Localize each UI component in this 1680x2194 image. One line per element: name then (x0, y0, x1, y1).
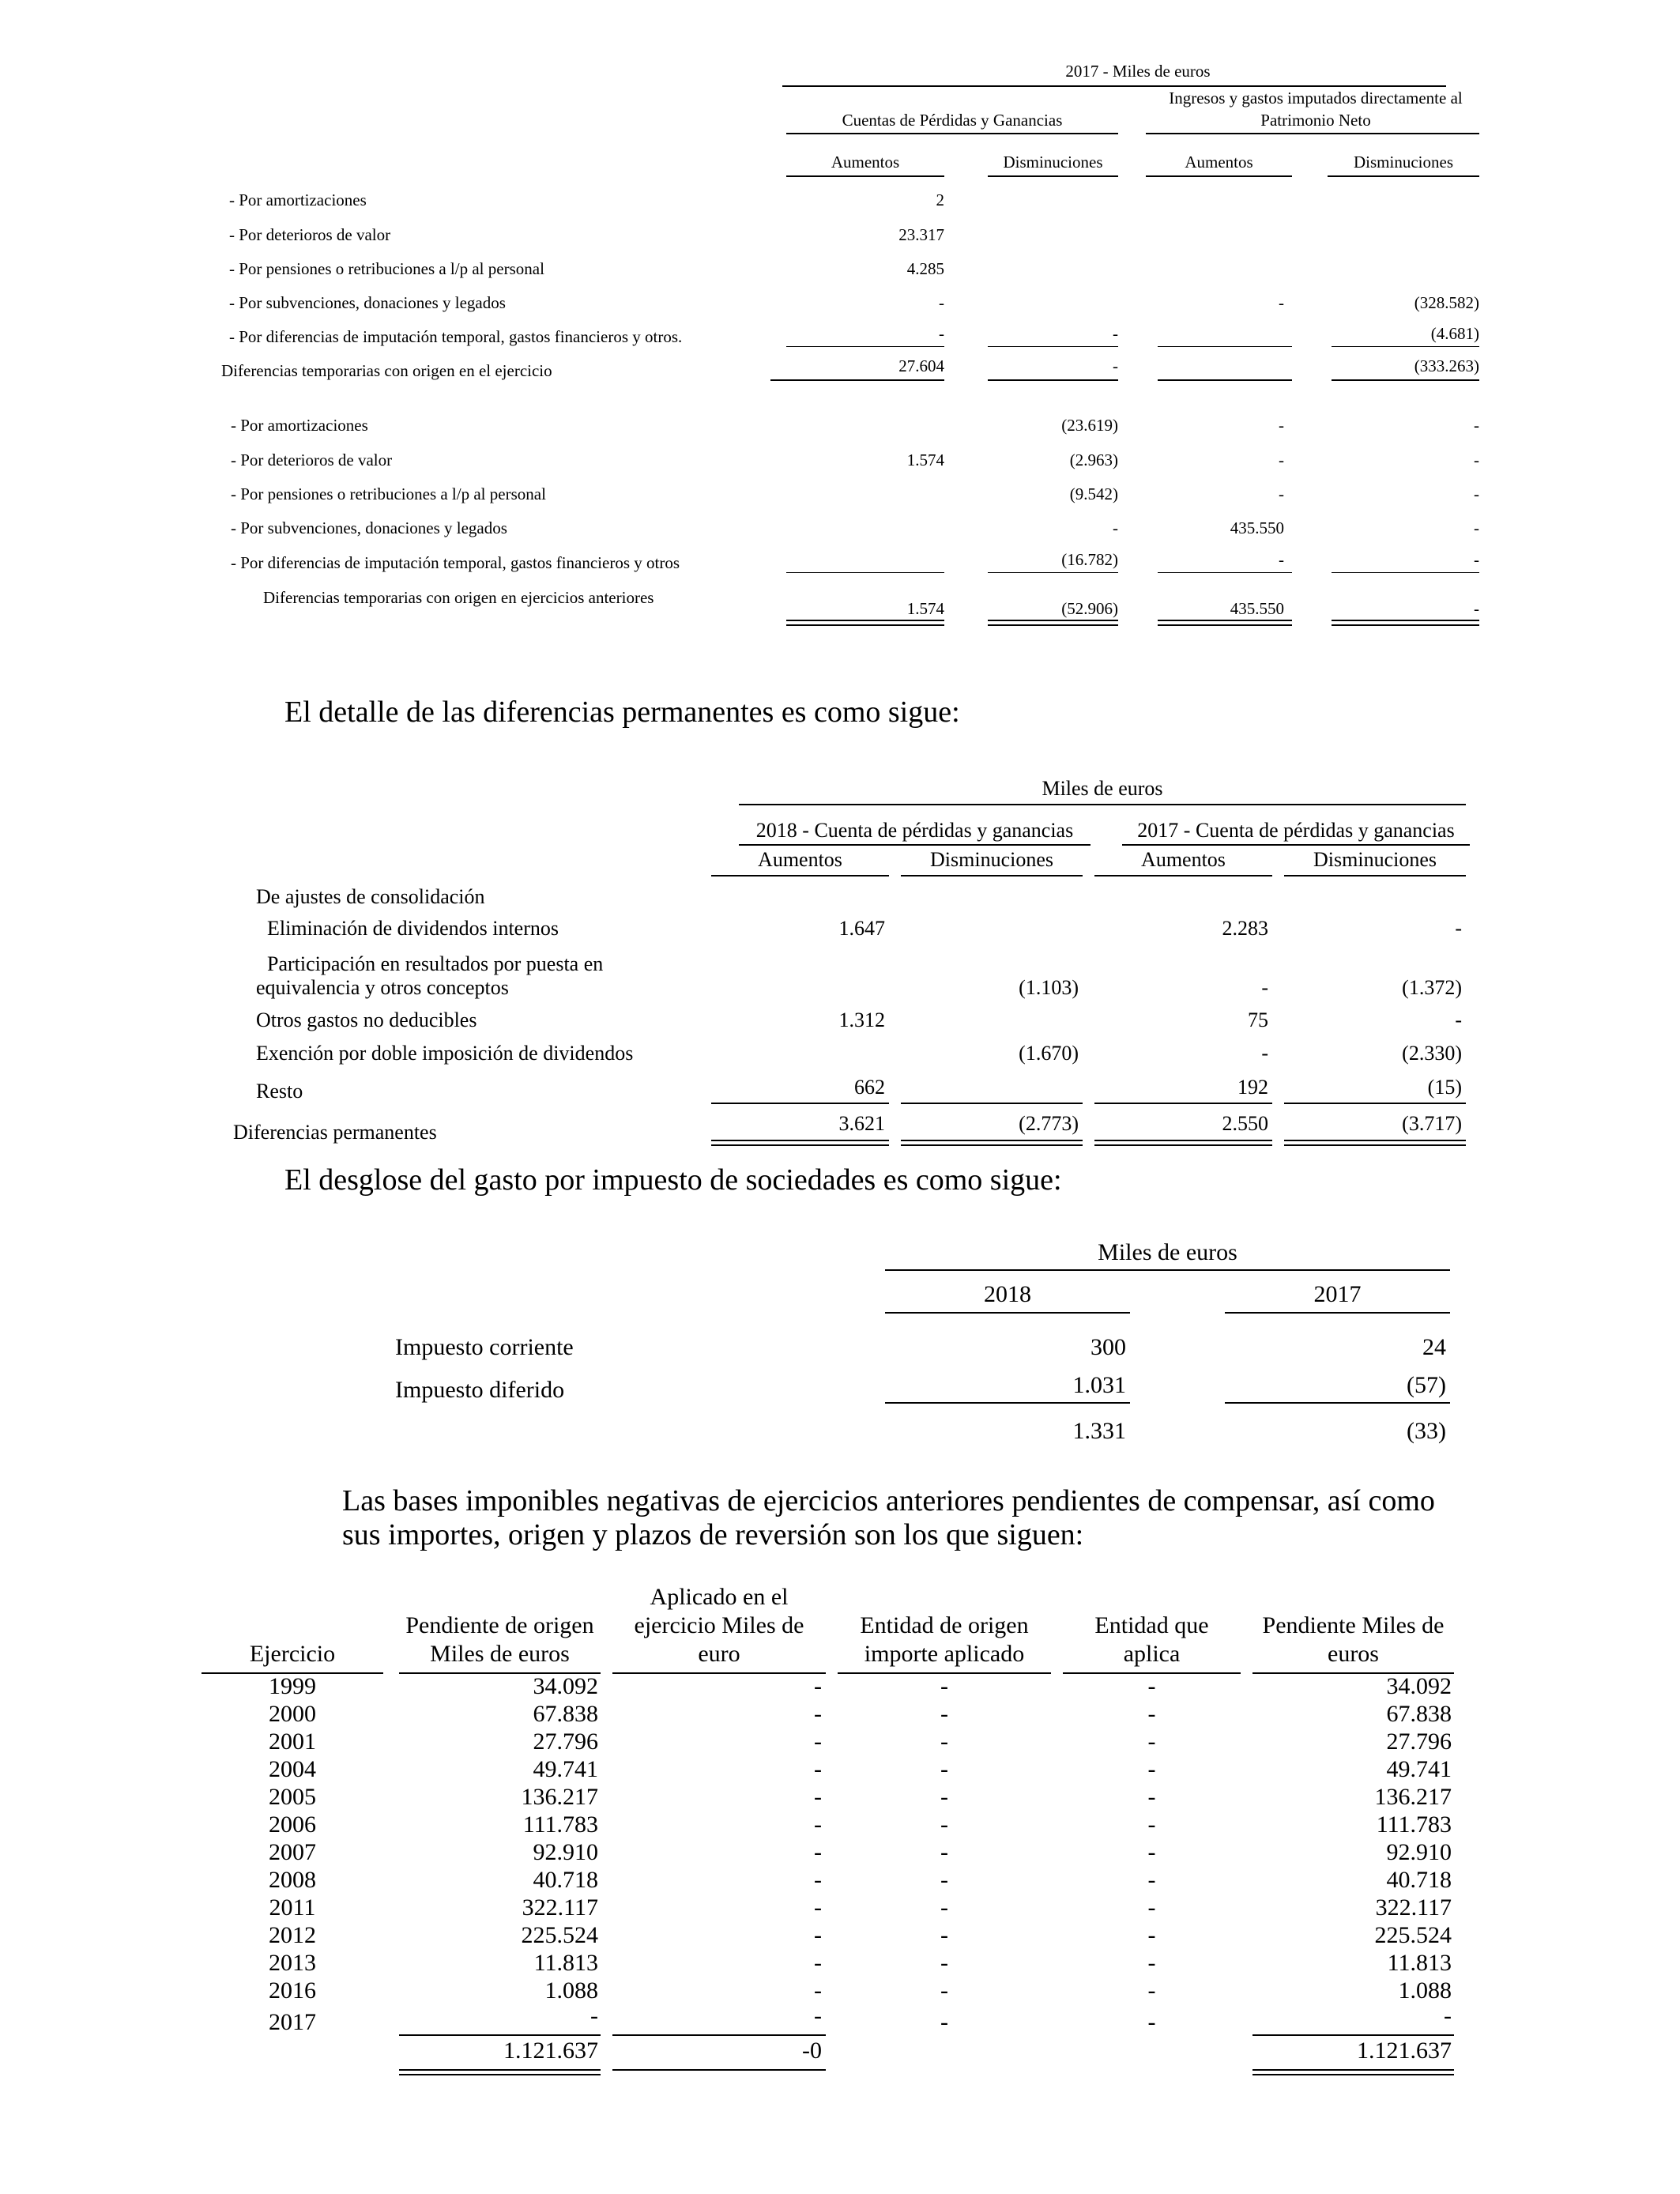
t2-row-label: Resto (256, 1080, 303, 1103)
t4-header-pendiente-origen: Pendiente de origen (405, 1612, 594, 1638)
t1-cell: - (1474, 450, 1479, 469)
t4-cell: - (814, 1839, 822, 1865)
t1-cell: - (1474, 484, 1479, 503)
t4-cell-year: 2007 (269, 1839, 316, 1865)
t4-cell: 34.092 (1386, 1673, 1452, 1699)
t1-row-label: - Por diferencias de imputación temporal, gastos financieros y otros. (229, 327, 683, 346)
t4-cell: - (940, 1922, 948, 1948)
t1-total-label: Diferencias temporarias con origen en ejercicios anteriores (263, 588, 654, 607)
t2-cell: - (1261, 976, 1268, 999)
t4-cell: - (814, 1922, 822, 1948)
t4-cell: - (1147, 1867, 1156, 1893)
t1-total-cell: - (1474, 599, 1479, 618)
t1-total-cell: 1.574 (906, 599, 944, 618)
t4-cell-year: 2005 (269, 1784, 316, 1810)
t1-cell: (4.681) (1430, 324, 1479, 343)
t2-cell: 192 (1237, 1076, 1268, 1099)
t4-cell: - (1147, 1839, 1156, 1865)
t2-cell: 1.647 (838, 917, 885, 940)
t1-cell: - (939, 293, 944, 312)
t2-col-header: Aumentos (1141, 848, 1226, 871)
t1-row-label: - Por deterioros de valor (229, 225, 391, 244)
t4-cell: 67.838 (533, 1701, 598, 1727)
t4-cell-year: 2011 (269, 1894, 316, 1921)
t4-cell-year: 2017 (269, 2009, 316, 2035)
t4-cell: 27.796 (1386, 1728, 1452, 1755)
t4-cell: - (940, 1867, 948, 1893)
t4-cell: 34.092 (533, 1673, 598, 1699)
t4-cell: - (940, 1728, 948, 1755)
t3-col-header: 2017 (1313, 1281, 1362, 1307)
t4-cell: - (1147, 1950, 1156, 1976)
paragraph-tax-losses-line2: sus importes, origen y plazos de reversión son los que siguen: (342, 1518, 1084, 1551)
t4-cell: - (1147, 2009, 1156, 2035)
t4-header-pendiente: euros (1328, 1641, 1379, 1667)
paragraph-permanent-differences: El detalle de las diferencias permanentes es como sigue: (284, 696, 960, 729)
t1-cell: - (1279, 550, 1284, 569)
t4-cell-year: 2013 (269, 1950, 316, 1976)
t2-cell: (1.103) (1019, 976, 1079, 999)
t4-cell: 111.783 (1376, 1811, 1452, 1838)
t4-cell: - (940, 1811, 948, 1838)
t1-row-label: - Por diferencias de imputación temporal, gastos financieros y otros (231, 553, 680, 572)
t4-cell-year: 2012 (269, 1922, 316, 1948)
t2-row-label: Eliminación de dividendos internos (267, 917, 559, 940)
t4-cell: - (814, 1701, 822, 1727)
t4-header-entidad-origen: importe aplicado (864, 1641, 1025, 1667)
t2-col-header: Disminuciones (1313, 848, 1437, 871)
t4-cell: - (590, 2003, 598, 2029)
t1-total-cell: 435.550 (1230, 599, 1284, 618)
t1-cell: (23.619) (1061, 416, 1118, 435)
t1-cell: - (1279, 450, 1284, 469)
t4-cell: - (1147, 1922, 1156, 1948)
t4-header-entidad-aplica: aplica (1123, 1641, 1181, 1667)
t1-group2-header-line2: Patrimonio Neto (1260, 111, 1371, 130)
t4-cell-year: 2000 (269, 1701, 316, 1727)
t4-cell: 136.217 (521, 1784, 598, 1810)
t4-header-pendiente-origen: Miles de euros (430, 1641, 570, 1667)
t4-cell-year: 1999 (269, 1673, 316, 1699)
t1-group2-header-line1: Ingresos y gastos imputados directamente al (1169, 89, 1463, 107)
t1-cell: 2 (936, 190, 944, 209)
t2-total-cell: (2.773) (1019, 1112, 1079, 1135)
t4-header-aplicado: Aplicado en el (650, 1584, 789, 1610)
t4-cell: - (1444, 2003, 1452, 2029)
t1-row-label: - Por subvenciones, donaciones y legados (229, 293, 506, 312)
t4-cell: 225.524 (521, 1922, 598, 1948)
t2-cell: 662 (854, 1076, 885, 1099)
t4-cell: - (814, 1756, 822, 1782)
t4-total-cell: 1.121.637 (503, 2038, 598, 2064)
t1-cell: (2.963) (1069, 450, 1118, 469)
t3-cell: 24 (1422, 1334, 1446, 1360)
t2-total-cell: 3.621 (838, 1112, 885, 1135)
t2-cell: (2.330) (1402, 1042, 1462, 1065)
t1-cell: - (1474, 550, 1479, 569)
t1-cell: (16.782) (1061, 550, 1118, 569)
t1-cell: 4.285 (906, 259, 944, 278)
t1-cell: 1.574 (906, 450, 944, 469)
t4-cell-year: 2006 (269, 1811, 316, 1838)
t1-cell: (328.582) (1414, 293, 1479, 312)
t1-cell: - (1279, 484, 1284, 503)
t1-cell: - (939, 324, 944, 343)
t2-total-cell: (3.717) (1402, 1112, 1462, 1135)
t4-cell: 27.796 (533, 1728, 598, 1755)
t4-cell: - (814, 1728, 822, 1755)
t4-cell: - (814, 1673, 822, 1699)
t1-total-label: Diferencias temporarias con origen en el ejercicio (221, 361, 552, 380)
t4-cell: - (1147, 1701, 1156, 1727)
paragraph-tax-breakdown: El desglose del gasto por impuesto de sociedades es como sigue: (284, 1163, 1062, 1197)
t2-row-label: Otros gastos no deducibles (256, 1008, 477, 1031)
t3-total-cell: 1.331 (1072, 1418, 1126, 1444)
t4-cell-year: 2008 (269, 1867, 316, 1893)
t4-header-ejercicio: Ejercicio (249, 1641, 336, 1667)
t4-header-entidad-origen: Entidad de origen (860, 1612, 1029, 1638)
t4-cell: 1.088 (1398, 1977, 1452, 2004)
t3-row-label: Impuesto corriente (395, 1334, 574, 1360)
t4-cell: - (1147, 1811, 1156, 1838)
t1-cell: - (1113, 324, 1118, 343)
t2-group1-header: 2018 - Cuenta de pérdidas y ganancias (755, 819, 1074, 842)
t1-cell: 23.317 (898, 225, 944, 244)
t4-cell: - (1147, 1977, 1156, 2004)
t2-super-header: Miles de euros (1042, 777, 1163, 800)
t4-cell: - (1147, 1756, 1156, 1782)
t1-col-header: Aumentos (1185, 153, 1253, 172)
t2-group2-header: 2017 - Cuenta de pérdidas y ganancias (1137, 819, 1455, 842)
t1-cell: (9.542) (1069, 484, 1118, 503)
t1-row-label: - Por pensiones o retribuciones a l/p al personal (229, 259, 544, 278)
t2-cell: (1.372) (1402, 976, 1462, 999)
t3-cell: 1.031 (1072, 1372, 1126, 1398)
t2-cell: 2.283 (1222, 917, 1268, 940)
t2-col-header: Aumentos (758, 848, 842, 871)
paragraph-tax-losses-line1: Las bases imponibles negativas de ejercicios anteriores pendientes de compensar, así como (342, 1484, 1435, 1517)
t4-total-cell: -0 (802, 2038, 822, 2064)
t4-cell-year: 2016 (269, 1977, 316, 2004)
t4-cell: 225.524 (1374, 1922, 1452, 1948)
t4-cell: - (940, 1756, 948, 1782)
t2-cell: (1.670) (1019, 1042, 1079, 1065)
t1-cell: - (1474, 416, 1479, 435)
t2-row-label: Participación en resultados por puesta en (267, 952, 604, 975)
t4-cell: - (940, 1673, 948, 1699)
t4-cell: - (940, 1701, 948, 1727)
t2-cell: 75 (1248, 1008, 1268, 1031)
t4-cell: 49.741 (1386, 1756, 1452, 1782)
t1-row-label: - Por amortizaciones (231, 416, 368, 435)
t4-cell: - (814, 1894, 822, 1921)
t4-cell: - (940, 2009, 948, 2035)
t1-row-label: - Por deterioros de valor (231, 450, 393, 469)
t4-cell: - (814, 1811, 822, 1838)
t4-cell: 322.117 (522, 1894, 598, 1921)
t1-col-header: Disminuciones (1354, 153, 1453, 172)
t2-cell: - (1455, 917, 1462, 940)
t1-cell: - (1279, 293, 1284, 312)
t3-cell: 300 (1090, 1334, 1126, 1360)
t4-header-aplicado: euro (698, 1641, 740, 1667)
t2-total-cell: 2.550 (1222, 1112, 1268, 1135)
t1-row-label: - Por amortizaciones (229, 190, 367, 209)
t4-cell: - (814, 1950, 822, 1976)
t4-cell: - (1147, 1673, 1156, 1699)
t4-header-pendiente: Pendiente Miles de (1262, 1612, 1445, 1638)
t4-cell: - (1147, 1894, 1156, 1921)
t2-row-label: Exención por doble imposición de dividendos (256, 1042, 634, 1065)
t4-cell: 92.910 (1386, 1839, 1452, 1865)
t4-cell: - (814, 1977, 822, 2004)
t4-cell: 1.088 (544, 1977, 598, 2004)
t2-cell: 1.312 (838, 1008, 885, 1031)
t4-cell: - (940, 1977, 948, 2004)
t4-cell: 322.117 (1375, 1894, 1452, 1921)
t4-cell: 92.910 (533, 1839, 598, 1865)
t4-cell: - (940, 1839, 948, 1865)
t1-col-header: Disminuciones (1003, 153, 1103, 172)
t4-cell: 136.217 (1374, 1784, 1452, 1810)
t1-group1-header: Cuentas de Pérdidas y Ganancias (842, 111, 1063, 130)
t4-cell: 49.741 (533, 1756, 598, 1782)
t1-row-label: - Por pensiones o retribuciones a l/p al personal (231, 484, 546, 503)
t1-total-cell: (52.906) (1061, 599, 1118, 618)
t2-cell: (15) (1427, 1076, 1462, 1099)
t2-total-label: Diferencias permanentes (233, 1121, 437, 1144)
t3-cell: (57) (1407, 1372, 1446, 1398)
t4-cell: - (814, 2003, 822, 2029)
t2-col-header: Disminuciones (930, 848, 1053, 871)
t1-col-header: Aumentos (831, 153, 900, 172)
t2-cell: - (1455, 1008, 1462, 1031)
t1-cell: - (1474, 518, 1479, 537)
t4-cell: 111.783 (522, 1811, 598, 1838)
t4-cell: - (940, 1894, 948, 1921)
t4-total-cell: 1.121.637 (1357, 2038, 1452, 2064)
t4-cell: - (1147, 1728, 1156, 1755)
t4-cell: - (940, 1784, 948, 1810)
t1-total-cell: 27.604 (898, 356, 944, 375)
t3-col-header: 2018 (984, 1281, 1031, 1307)
t3-super-header: Miles de euros (1098, 1239, 1237, 1265)
t1-total-cell: (333.263) (1414, 356, 1479, 375)
t3-row-label: Impuesto diferido (395, 1377, 565, 1403)
t1-row-label: - Por subvenciones, donaciones y legados (231, 518, 507, 537)
t4-header-entidad-aplica: Entidad que (1094, 1612, 1209, 1638)
t4-cell: 67.838 (1386, 1701, 1452, 1727)
t4-cell: 11.813 (533, 1950, 598, 1976)
t4-cell: - (940, 1950, 948, 1976)
t4-cell: - (1147, 1784, 1156, 1810)
t4-cell-year: 2004 (269, 1756, 316, 1782)
t4-cell: 11.813 (1387, 1950, 1452, 1976)
t4-cell: - (814, 1867, 822, 1893)
t4-header-aplicado: ejercicio Miles de (634, 1612, 804, 1638)
t1-cell: - (1279, 416, 1284, 435)
t2-row-label: equivalencia y otros conceptos (256, 976, 509, 999)
t1-super-header: 2017 - Miles de euros (1065, 62, 1211, 81)
t1-total-cell: - (1113, 356, 1118, 375)
t4-cell-year: 2001 (269, 1728, 316, 1755)
t4-cell: 40.718 (1386, 1867, 1452, 1893)
t1-cell: - (1113, 518, 1118, 537)
t1-cell: 435.550 (1230, 518, 1284, 537)
t2-cell: - (1261, 1042, 1268, 1065)
t4-cell: 40.718 (533, 1867, 598, 1893)
t2-section-label: De ajustes de consolidación (256, 885, 485, 908)
t3-total-cell: (33) (1407, 1418, 1446, 1444)
t4-cell: - (814, 1784, 822, 1810)
